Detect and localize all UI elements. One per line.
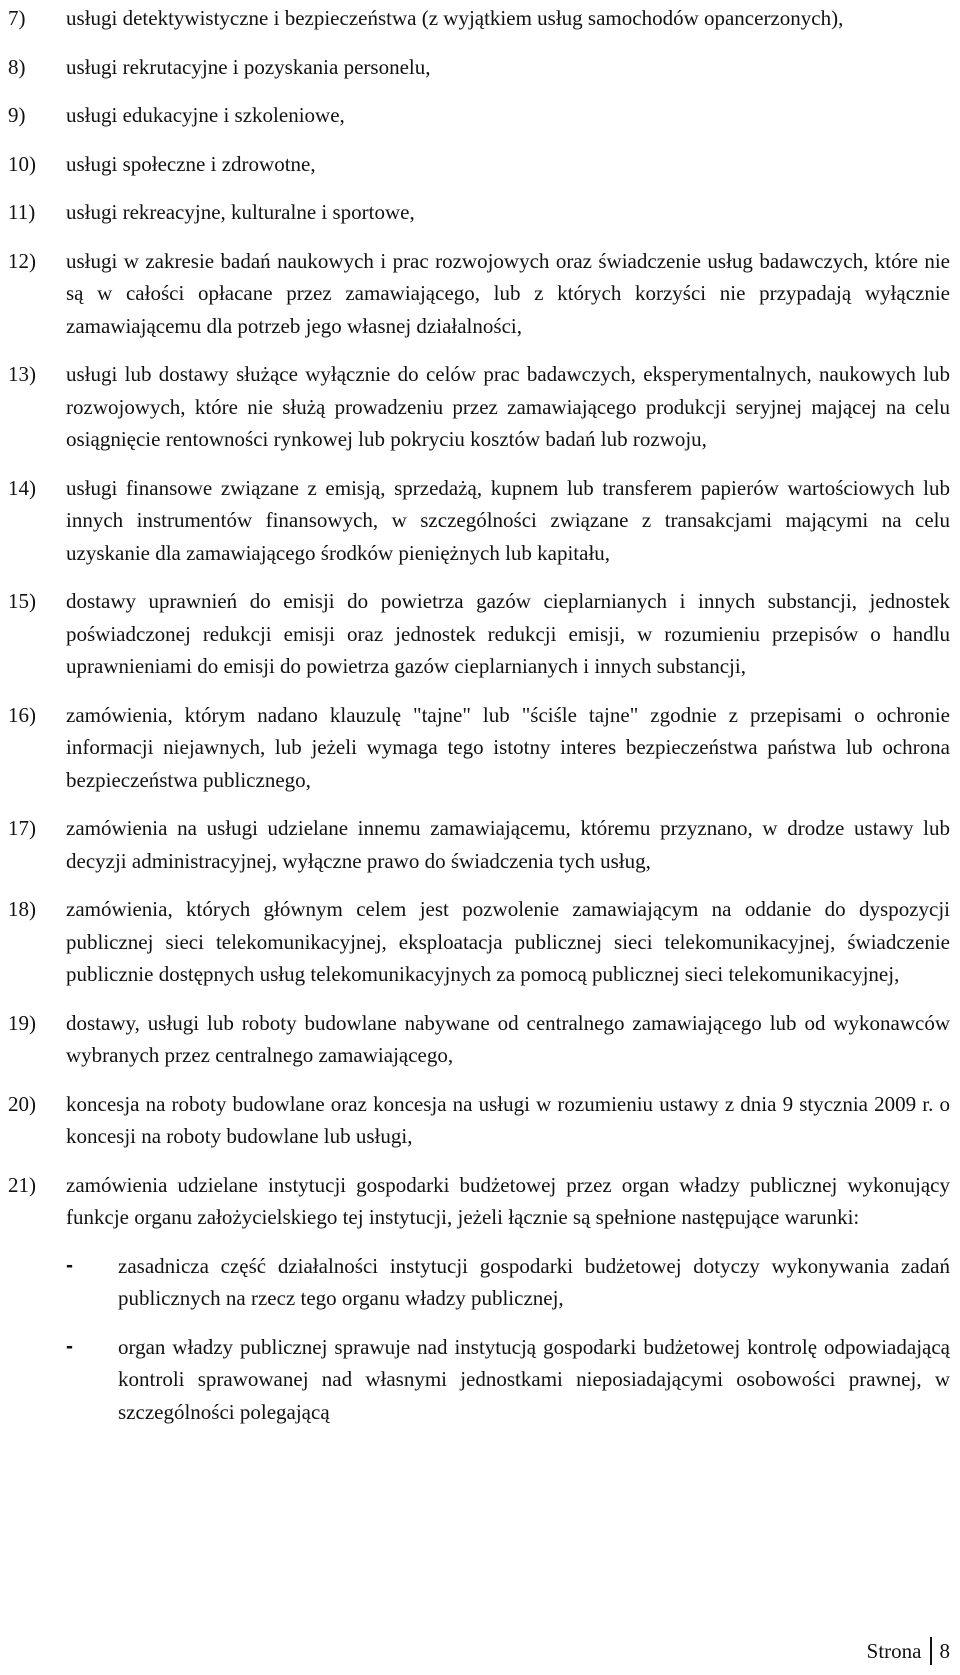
item-number: 11) — [8, 200, 36, 224]
list-item — [8, 699, 952, 797]
list-item — [8, 148, 952, 181]
item-number: 10) — [8, 151, 36, 176]
item-number: 19) — [8, 1010, 36, 1035]
list-item — [8, 1007, 952, 1072]
item-number: 20) — [8, 1091, 36, 1116]
list-item — [8, 1169, 952, 1234]
item-text: usługi rekreacyjne, kulturalne i sportowe, — [66, 200, 415, 224]
item-text: zamówienia, którym nadano klauzulę "tajne" lub "ściśle tajne" zgodnie z przepisami o ochronie informacji niejawnych, lub jeżeli wymaga tego istotny interes bezpieczeństwa państwa lub ochrona bezpieczeństwa publicznego, — [66, 702, 950, 792]
list-item — [8, 472, 952, 570]
list-item — [8, 585, 952, 683]
item-text: koncesja na roboty budowlane oraz koncesja na usługi w rozumieniu ustawy z dnia 9 stycznia 2009 r. o koncesji na roboty budowlane lub usługi, — [66, 1091, 950, 1148]
list-item — [8, 893, 952, 991]
page-label: Strona — [866, 1639, 922, 1663]
item-number: 9) — [8, 103, 26, 127]
page-number: 8 — [939, 1639, 950, 1663]
footer-divider — [930, 1637, 932, 1665]
item-number: 8) — [8, 54, 26, 79]
item-text: zamówienia udzielane instytucji gospodarki budżetowej przez organ władzy publicznej wykonujący funkcje organu założycielskiego tej instytucji, jeżeli łącznie są spełnione następujące warunki: — [66, 1172, 950, 1229]
dash-bullet: - — [66, 1253, 73, 1277]
item-number: 16) — [8, 702, 36, 727]
item-number: 7) — [8, 6, 26, 30]
item-text: usługi rekrutacyjne i pozyskania personelu, — [66, 54, 431, 79]
list-item — [8, 99, 952, 132]
item-text: dostawy uprawnień do emisji do powietrza gazów cieplarnianych i innych substancji, jednostek poświadczonej redukcji emisji oraz jednostek redukcji emisji, w rozumieniu przepisów o handlu uprawnieniami do emisji do powietrza gazów cieplarnianych i innych substancji, — [66, 589, 950, 678]
item-number: 15) — [8, 589, 36, 613]
item-text: zamówienia na usługi udzielane innemu zamawiającemu, któremu przyznano, w drodze ustawy lub decyzji administracyjnej, wyłączne prawo do świadczenia tych usług, — [66, 816, 950, 873]
item-number: 21) — [8, 1172, 36, 1197]
item-text: usługi społeczne i zdrowotne, — [66, 151, 316, 176]
list-item — [8, 245, 952, 343]
enumerated-list — [8, 0, 952, 1428]
sub-item-text: organ władzy publicznej sprawuje nad instytucją gospodarki budżetowej kontrolę odpowiadającą kontroli sprawowanej nad własnymi jednostkami nieposiadającymi osobowości prawnej, w szczególności polegającą — [118, 1334, 950, 1424]
item-text: usługi w zakresie badań naukowych i prac rozwojowych oraz świadczenie usług badawczych, które nie są w całości opłacane przez zamawiającego, lub z których korzyści nie przypadają wyłącznie zamawiającemu dla potrzeb jego własnej działalności, — [66, 248, 950, 338]
item-number: 14) — [8, 475, 36, 500]
sub-item-text: zasadnicza część działalności instytucji gospodarki budżetowej dotyczy wykonywania zadań publicznych na rzecz tego organu władzy publicznej, — [118, 1253, 950, 1310]
item-number: 18) — [8, 897, 36, 921]
page-footer — [867, 1637, 950, 1665]
item-text: usługi finansowe związane z emisją, sprzedażą, kupnem lub transferem papierów wartościowych lub innych instrumentów finansowych, w szczególności związane z transakcjami mającymi na celu uzyskanie dla zamawiającego środków pieniężnych lub kapitału, — [66, 475, 950, 565]
item-number: 17) — [8, 816, 36, 840]
item-text: usługi lub dostawy służące wyłącznie do celów prac badawczych, eksperymentalnych, naukowych lub rozwojowych, które nie służą prowadzeniu przez zamawiającego produkcji seryjnej mającej na celu osiągnięcie rentowności rynkowej lub pokryciu kosztów badań lub rozwoju, — [66, 362, 950, 451]
item-number: 13) — [8, 362, 36, 386]
item-text: usługi edukacyjne i szkoleniowe, — [66, 103, 345, 127]
list-item — [8, 1088, 952, 1153]
list-item — [8, 358, 952, 456]
item-text: zamówienia, których głównym celem jest pozwolenie zamawiającym na oddanie do dyspozycji publicznej sieci telekomunikacyjnej, eksploatacja publicznej sieci telekomunikacyjnej, świadczenie publicznie dostępnych usług telekomunikacyjnych za pomocą publicznej sieci telekomunikacyjnej, — [66, 897, 950, 986]
sub-list-item — [66, 1331, 952, 1429]
list-item — [8, 812, 952, 877]
sub-list-item — [66, 1250, 952, 1315]
list-item — [8, 2, 952, 35]
item-number: 12) — [8, 248, 36, 273]
list-item — [8, 51, 952, 84]
dash-bullet: - — [66, 1334, 73, 1358]
item-text: dostawy, usługi lub roboty budowlane nabywane od centralnego zamawiającego lub od wykonawców wybranych przez centralnego zamawiającego, — [66, 1010, 950, 1067]
item-text: usługi detektywistyczne i bezpieczeństwa (z wyjątkiem usług samochodów opancerzonych), — [66, 6, 844, 30]
list-item — [8, 196, 952, 229]
